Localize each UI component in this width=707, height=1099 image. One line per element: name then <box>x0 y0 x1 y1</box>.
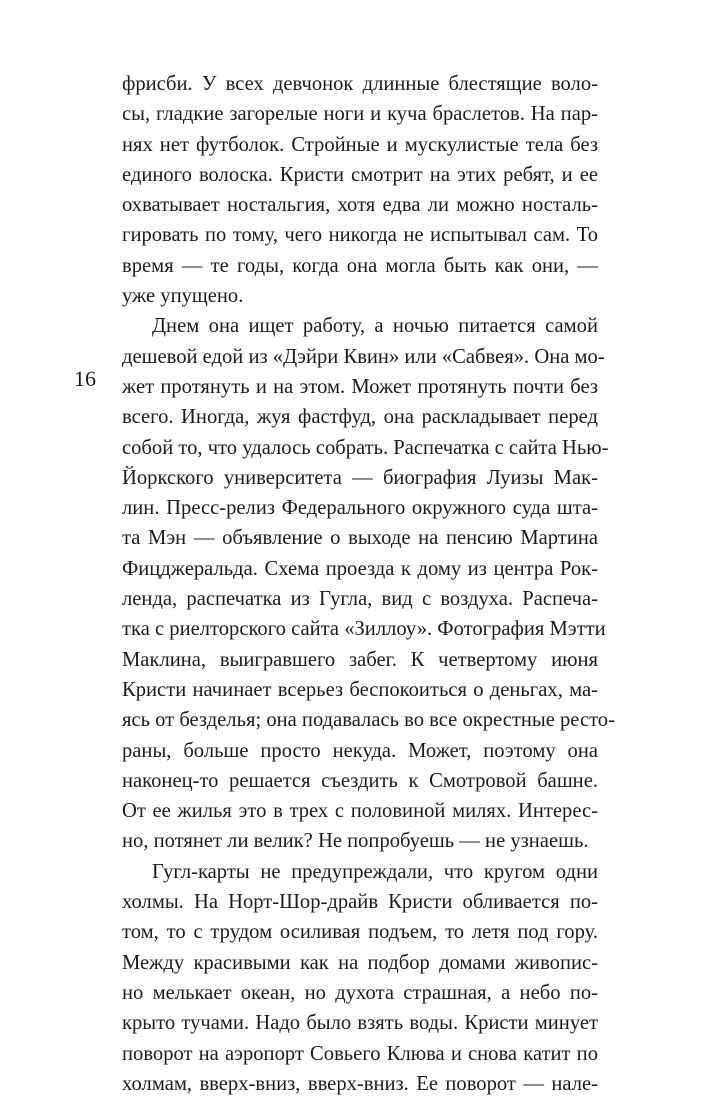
text-line: сы, гладкие загорелые ноги и куча браслетов. На пар- <box>122 103 598 126</box>
text-line: холмам, вверх-вниз, вверх-вниз. Ее поворот — нале- <box>122 1072 598 1095</box>
paragraph <box>122 311 615 856</box>
text-line: собой то, что удалось собрать. Распечатка с сайта Нью- <box>122 436 609 459</box>
text-line: охватывает ностальгия, хотя едва ли можно носталь- <box>122 194 598 217</box>
text-line: крыто тучами. Надо было взять воды. Кристи минует <box>122 1012 598 1035</box>
text-line: поворот на аэропорт Совьего Клюва и снова катит по <box>122 1042 598 1065</box>
text-line: ясь от безделья; она подавалась во все окрестные ресто- <box>122 709 615 732</box>
text-line: наконец-то решается съездить к Смотровой башне. <box>122 769 598 792</box>
text-line: гировать по тому, чего никогда не испытывал сам. То <box>122 224 598 247</box>
text-line: жет протянуть и на этом. Может протянуть почти без <box>122 375 598 398</box>
text-line: холмы. На Норт-Шор-драйв Кристи обливается по- <box>122 891 598 914</box>
paragraph <box>122 69 598 311</box>
text-line: Йоркского университета — биография Луизы Мак- <box>122 466 598 489</box>
body-text <box>122 69 615 1099</box>
text-line: ленда, распечатка из Гугла, вид с воздуха. Распеча- <box>122 588 598 611</box>
text-line: том, то с трудом осиливая подъем, то летя под гору. <box>122 921 598 944</box>
text-line: всего. Иногда, жуя фастфуд, она раскладывает перед <box>122 406 598 429</box>
text-line: но мелькает океан, но духота страшная, а небо по- <box>122 981 598 1004</box>
text-line: Гугл-карты не предупреждали, что кругом одни <box>152 860 598 883</box>
text-line: время — те годы, когда она могла быть как они, — <box>122 254 598 277</box>
text-line: От ее жилья это в трех с половиной милях. Интерес- <box>122 800 598 823</box>
text-line: Маклина, выигравшего забег. К четвертому июня <box>122 648 598 671</box>
text-line: Кристи начинает всерьез беспокоиться о деньгах, ма- <box>122 678 598 701</box>
text-line: Между красивыми как на подбор домами живопис- <box>122 951 598 974</box>
text-line: раны, больше просто некуда. Может, поэтому она <box>122 739 598 762</box>
text-line: единого волоска. Кристи смотрит на этих ребят, и ее <box>122 163 598 186</box>
text-line: Днем она ищет работу, а ночью питается самой <box>152 315 598 338</box>
text-line: уже упущено. <box>122 285 244 308</box>
paragraph <box>122 857 598 1099</box>
text-line: Фицджеральда. Схема проезда к дому из центра Рок- <box>122 557 598 580</box>
text-line: но, потянет ли велик? Не попробуешь — не узнаешь. <box>122 830 589 853</box>
page-number: 16 <box>74 366 96 391</box>
text-line: лин. Пресс-релиз Федерального окружного суда шта- <box>122 497 598 520</box>
text-line: дешевой едой из «Дэйри Квин» или «Сабвея». Она мо- <box>122 345 605 368</box>
text-line: та Мэн — объявление о выходе на пенсию Мартина <box>122 527 598 550</box>
text-line: тка с риелторского сайта «Зиллоу». Фотография Мэтти <box>122 618 606 641</box>
text-line: нях нет футболок. Стройные и мускулистые тела без <box>122 133 598 156</box>
text-line: фрисби. У всех девчонок длинные блестящие воло- <box>122 73 598 95</box>
